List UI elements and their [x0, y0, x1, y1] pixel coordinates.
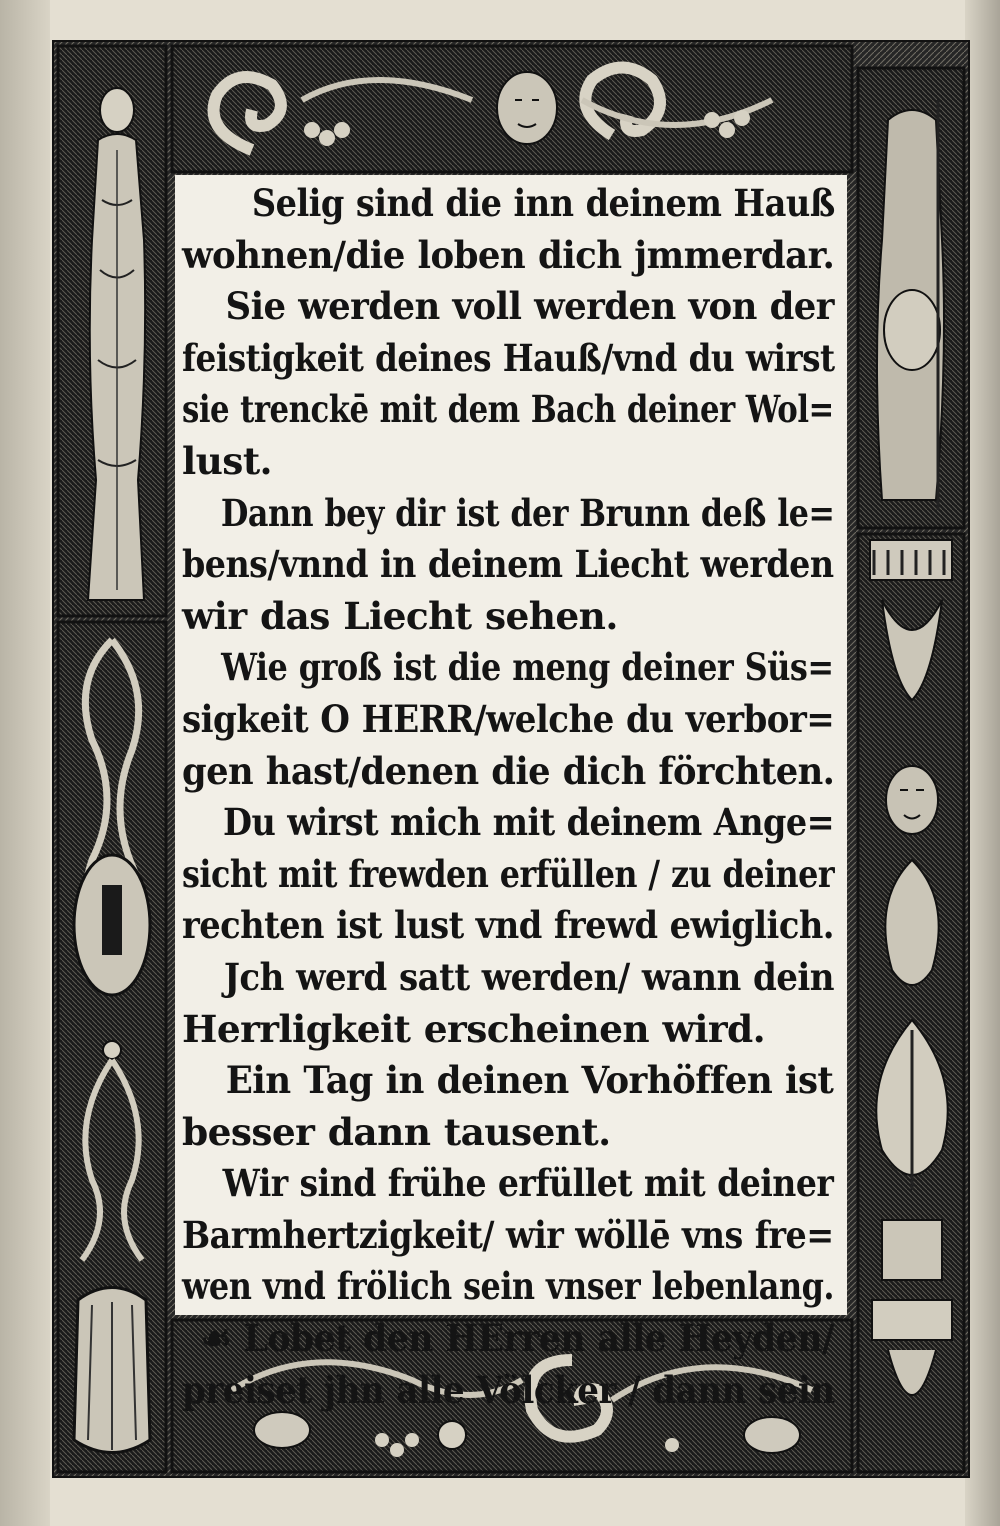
text-line: Du wirst mich mit deinem Ange=	[223, 800, 835, 845]
right-page-margin	[965, 0, 1000, 1526]
text-line: Dann bey dir ist der Brunn deß le=	[220, 490, 835, 535]
text-line: Wir sind frühe erfüllet mit deiner	[222, 1161, 834, 1206]
text-line: Wie groß ist die meng deiner Süs=	[221, 645, 834, 690]
right-figure-panel-ornament	[858, 68, 964, 528]
text-line: feistigkeit deines Hauß/vnd du wirst	[182, 335, 835, 380]
text-line: besser dann tausent.	[182, 1109, 611, 1154]
text-line: Herrligkeit erscheinen wird.	[182, 1006, 766, 1051]
text-line: Barmhertzigkeit/ wir wöllē vns fre=	[182, 1212, 834, 1257]
text-line: bens/vnnd in deinem Liecht werden	[182, 542, 834, 587]
right-column-panel-ornament	[858, 534, 964, 1472]
text-line: ☙ Lobet den HErren alle Heyden/	[200, 1316, 834, 1361]
text-line: Selig sind die inn deinem Hauß	[251, 181, 835, 225]
left-page-margin	[0, 0, 50, 1526]
text-line: Sie werden voll werden von der	[225, 284, 834, 329]
text-line: sie trenckē mit dem Bach deiner Wol=	[182, 387, 834, 432]
psalm-text	[182, 178, 842, 1416]
text-line: preiset jhn alle Völcker / dann sein	[182, 1367, 835, 1412]
text-line: Ein Tag in deinen Vorhöffen ist	[225, 1058, 834, 1103]
text-line: lust.	[182, 438, 272, 483]
text-line: sigkeit O HERR/welche du verbor=	[182, 696, 835, 741]
text-line: sicht mit frewden erfüllen / zu deiner	[182, 851, 835, 896]
text-line: gen hast/denen die dich förchten.	[182, 748, 835, 793]
text-line: Jch werd satt werden/ wann dein	[223, 954, 835, 999]
text-line: wen vnd frölich sein vnser lebenlang.	[182, 1264, 834, 1309]
left-figure-panel-ornament	[58, 46, 166, 616]
text-line: rechten ist lust vnd frewd ewiglich.	[182, 903, 834, 948]
left-foliage-panel-ornament	[58, 622, 166, 1472]
text-line: wohnen/die loben dich jmmerdar.	[182, 232, 835, 277]
text-line: wir das Liecht sehen.	[182, 593, 618, 638]
top-scroll-band-ornament	[172, 46, 852, 172]
